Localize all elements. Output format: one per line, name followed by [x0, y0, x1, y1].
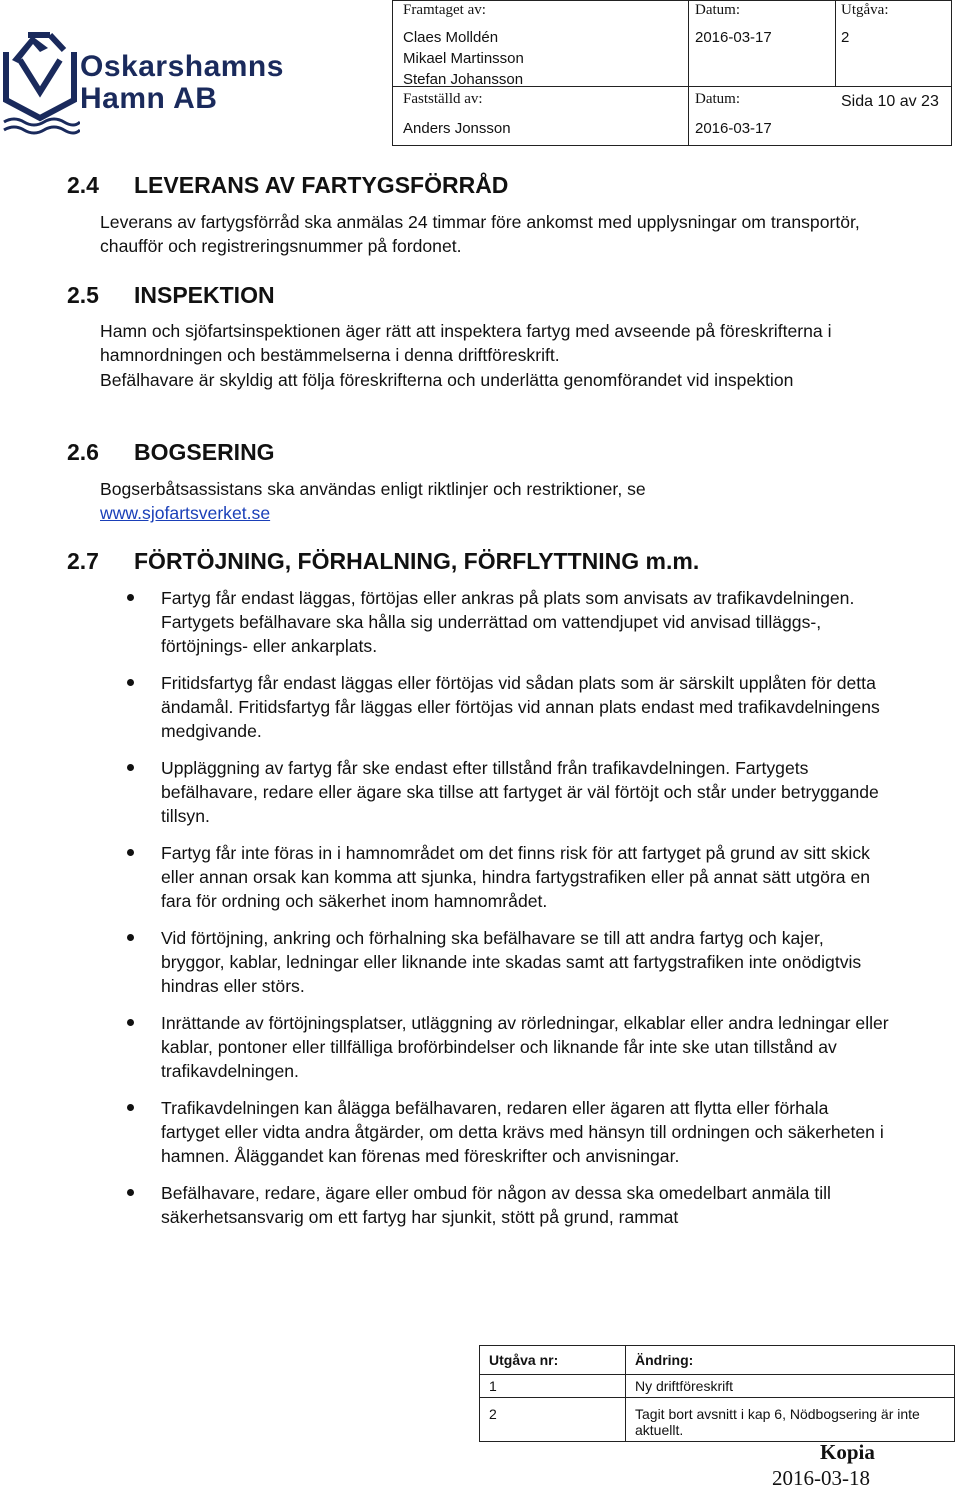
section-2-5-text-2: Befälhavare är skyldig att följa föreskrifterna och underlätta genomförandet vid inspektion: [100, 370, 794, 390]
copy-stamp: Kopia: [820, 1440, 875, 1464]
sjofartsverket-link[interactable]: www.sjofartsverket.se: [100, 503, 271, 524]
approved-date: 2016-03-17: [695, 120, 772, 137]
list-item: Vid förtöjning, ankring och förhalning ska befälhavare se till att andra fartyg och kajer, bryggor, kablar, ledningar eller liknande inte skadas samt att fartygstrafiken inte onödigtvis hindras eller störs.: [120, 926, 890, 998]
approver-name: Anders Jonsson: [403, 120, 511, 137]
company-logo: [0, 30, 290, 140]
section-number: 2.6: [67, 439, 99, 465]
towing-text: Bogserbåtsassistans ska användas enligt riktlinjer och restriktioner, se: [100, 479, 646, 499]
column-header: Ändring:: [626, 1346, 955, 1375]
author-name: Stefan Johansson: [403, 71, 524, 88]
section-number: 2.7: [67, 548, 99, 574]
bullet-icon: [127, 679, 134, 686]
list-item: Uppläggning av fartyg får ske endast efter tillstånd från trafikavdelningen. Fartygets befälhavare, redare eller ägare ska tillse att fartyget är väl förtöjt och står under betryggande tillsyn.: [120, 756, 890, 828]
oskarshamn-emblem-icon: [0, 30, 80, 140]
approved-by-label: Fastställd av:: [403, 91, 483, 107]
table-row: [480, 1398, 955, 1442]
date-label: Datum:: [695, 91, 740, 107]
section-heading-2-4: [67, 172, 508, 199]
section-2-6-text: [100, 477, 880, 526]
page-indicator: Sida 10 av 23: [841, 93, 939, 110]
bullet-icon: [127, 1104, 134, 1111]
prepared-date: 2016-03-17: [695, 29, 772, 46]
document-header-table: [392, 0, 952, 146]
list-item: Fartyg får inte föras in i hamnområdet om det finns risk för att fartyget på grund av sitt skick eller annan orsak kan komma att sjunka, hindra fartygstrafiken eller på annat sätt utgöra en fara för ordning och säkerhet inom hamnområdet.: [120, 841, 890, 913]
list-item: Inrättande av förtöjningsplatser, utläggning av rörledningar, elkablar eller andra ledningar eller kablar, pontoner eller tillfälliga broförbindelser och liknande får inte ske utan tillstånd av trafikavdelningen.: [120, 1011, 890, 1083]
edition-number: 2: [841, 29, 850, 46]
date-label: Datum:: [695, 2, 740, 18]
table-row: [480, 1375, 955, 1398]
table-header-row: [480, 1346, 955, 1375]
author-name: Claes Molldén: [403, 29, 499, 46]
logo-line-1: Oskarshamns: [80, 50, 284, 83]
section-heading-2-7: [67, 548, 699, 575]
revision-table: [479, 1345, 955, 1442]
bullet-icon: [127, 764, 134, 771]
edition-label: Utgåva:: [841, 2, 889, 18]
bullet-icon: [127, 1189, 134, 1196]
list-item: Befälhavare, redare, ägare eller ombud för någon av dessa ska omedelbart anmäla till säkerhetsansvarig om ett fartyg har sjunkit, stött på grund, rammat: [120, 1181, 890, 1229]
section-title: BOGSERING: [134, 439, 275, 465]
revision-number: 1: [480, 1375, 626, 1398]
author-name: Mikael Martinsson: [403, 50, 524, 67]
section-number: 2.5: [67, 282, 99, 308]
bullet-icon: [127, 849, 134, 856]
section-title: INSPEKTION: [134, 282, 275, 308]
bullet-icon: [127, 934, 134, 941]
section-2-5-text-1: Hamn och sjöfartsinspektionen äger rätt att inspektera fartyg med avseende på föreskrifterna i hamnordningen och bestämmelserna i denna driftföreskrift.: [100, 321, 832, 366]
mooring-rules-list: [120, 586, 890, 1242]
revision-number: 2: [480, 1398, 626, 1442]
section-title: LEVERANS AV FARTYGSFÖRRÅD: [134, 172, 509, 198]
revision-change: Ny driftföreskrift: [626, 1375, 955, 1398]
section-2-4-text: Leverans av fartygsförråd ska anmälas 24 timmar före ankomst med upplysningar om transportör, chaufför och registreringsnummer på fordonet.: [100, 212, 860, 257]
bullet-icon: [127, 594, 134, 601]
section-title: FÖRTÖJNING, FÖRHALNING, FÖRFLYTTNING m.m.: [134, 548, 700, 574]
section-heading-2-5: [67, 282, 275, 309]
list-item: Trafikavdelningen kan ålägga befälhavaren, redaren eller ägaren att flytta eller förhala fartyget eller vidta andra åtgärder, om detta krävs med hänsyn till ordningen och säkerheten i hamnen. Åläggandet kan förenas med föreskrifter och anvisningar.: [120, 1096, 890, 1168]
revision-change: Tagit bort avsnitt i kap 6, Nödbogsering är inte aktuellt.: [626, 1398, 955, 1442]
list-item: Fritidsfartyg får endast läggas eller förtöjas vid sådan plats som är särskilt upplåten för detta ändamål. Fritidsfartyg får läggas eller förtöjas vid annan plats endast med trafikavdelningens medgivande.: [120, 671, 890, 743]
list-item: Fartyg får endast läggas, förtöjas eller ankras på plats som anvisats av trafikavdelningen. Fartygets befälhavare ska hålla sig underrättad om vattendjupet vid anvisad tilläggs-, förtöjnings- eller ankarplats.: [120, 586, 890, 658]
section-number: 2.4: [67, 172, 99, 198]
bullet-icon: [127, 1019, 134, 1026]
prepared-by-label: Framtaget av:: [403, 2, 486, 18]
column-header: Utgåva nr:: [480, 1346, 626, 1375]
copy-stamp-date: 2016-03-18: [772, 1466, 870, 1490]
logo-line-2: Hamn AB: [80, 82, 218, 115]
section-heading-2-6: [67, 439, 275, 466]
